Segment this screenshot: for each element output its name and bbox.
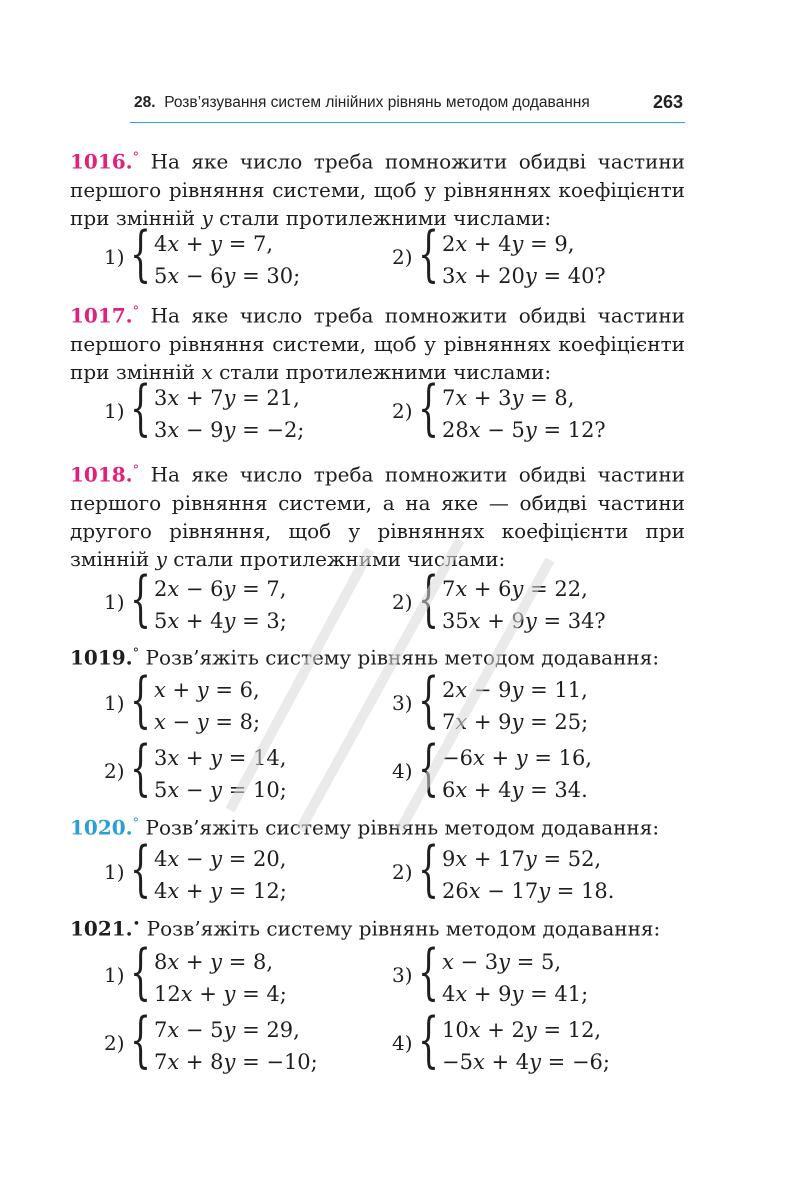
problem-1019 [70, 640, 685, 672]
variable: y [201, 205, 213, 230]
difficulty-mark: ° [132, 463, 140, 478]
problem-1016 [70, 144, 685, 232]
equation: x − y = 8; [154, 710, 261, 734]
equation: 2x − 6y = 7, [154, 577, 287, 601]
brace-icon: { [418, 373, 440, 443]
brace-icon: { [418, 219, 440, 289]
problem-1021 [70, 911, 685, 943]
equation: 8x + y = 8, [154, 950, 274, 974]
equation: 6x + 4y = 34. [442, 778, 588, 802]
brace-icon: { [130, 219, 152, 289]
difficulty-mark: ° [132, 150, 140, 165]
brace-icon: { [130, 1005, 152, 1075]
equation: x − 3y = 5, [442, 950, 562, 974]
equation: 7x + 9y = 25; [442, 710, 589, 734]
equation: 5x − y = 10; [154, 778, 287, 802]
brace-icon: { [130, 937, 152, 1007]
problem-text: 1017.° На яке число треба помножити обидві частини першого рівняння системи, щоб у рівняннях коефіцієнти при змінній x стали протилежними числами: [70, 303, 685, 384]
difficulty-mark: ° [132, 646, 140, 661]
problem-1020 [70, 810, 685, 842]
problem-number: 1016. [70, 149, 133, 174]
equation: 7x + 3y = 8, [442, 386, 575, 410]
brace-icon: { [130, 665, 152, 735]
equation: x + y = 6, [154, 678, 260, 702]
problem-number: 1018. [70, 462, 133, 487]
variable: y [155, 546, 167, 571]
equation: 2x + 4y = 9, [442, 232, 575, 256]
brace-icon: { [418, 834, 440, 904]
equation: 7x − 5y = 29, [154, 1018, 300, 1042]
brace-icon: { [130, 834, 152, 904]
problem-text: 1019.° Розв’яжіть систему рівнянь методом додавання: [70, 645, 660, 670]
problem-1018 [70, 457, 685, 573]
equation: −5x + 4y = −6; [442, 1050, 610, 1074]
section-title [134, 94, 590, 112]
problem-number: 1020. [70, 815, 133, 840]
equation: 26x − 17y = 18. [442, 879, 615, 903]
brace-icon: { [418, 665, 440, 735]
brace-icon: { [130, 564, 152, 634]
brace-icon: { [418, 1005, 440, 1075]
equation: 3x − 9y = −2; [154, 418, 305, 442]
brace-icon: { [418, 564, 440, 634]
equation: 4x + y = 7, [154, 232, 274, 256]
equation: 3x + 7y = 21, [154, 386, 300, 410]
page-number: 263 [652, 92, 683, 112]
equation: 5x − 6y = 30; [154, 264, 301, 288]
page-header [130, 92, 685, 123]
problem-text: 1020.° Розв’яжіть систему рівнянь методом додавання: [70, 815, 660, 840]
equation: 9x + 17y = 52, [442, 847, 602, 871]
brace-icon: { [130, 733, 152, 803]
equation: 10x + 2y = 12, [442, 1018, 602, 1042]
section-number: 28. [134, 94, 156, 111]
difficulty-mark: • [132, 917, 141, 932]
brace-icon: { [418, 937, 440, 1007]
brace-icon: { [130, 373, 152, 443]
problem-number: 1021. [70, 916, 133, 941]
problem-text: 1021.• Розв’яжіть систему рівнянь методом додавання: [70, 916, 661, 941]
problem-number: 1017. [70, 303, 133, 328]
equation: 3x + 20y = 40? [442, 264, 606, 288]
difficulty-mark: ° [132, 304, 140, 319]
equation: 3x + y = 14, [154, 746, 287, 770]
equation: 12x + y = 4; [154, 982, 287, 1006]
equation: 7x + 8y = −10; [154, 1050, 318, 1074]
brace-icon: { [418, 733, 440, 803]
problem-1017 [70, 298, 685, 386]
equation: 28x − 5y = 12? [442, 418, 606, 442]
equation: 4x + y = 12; [154, 879, 287, 903]
equation: 7x + 6y = 22, [442, 577, 588, 601]
variable: x [201, 359, 213, 384]
equation: 35x + 9y = 34? [442, 609, 606, 633]
equation: −6x + y = 16, [442, 746, 592, 770]
equation: 5x + 4y = 3; [154, 609, 287, 633]
equation: 4x − y = 20, [154, 847, 287, 871]
problem-text: 1016.° На яке число треба помножити обидві частини першого рівняння системи, щоб у рівняннях коефіцієнти при змінній y стали протилежними числами: [70, 149, 685, 230]
problem-number: 1019. [70, 645, 133, 670]
equation: 4x + 9y = 41; [442, 982, 589, 1006]
section-title-text: Розв’язування систем лінійних рівнянь методом додавання [164, 94, 590, 111]
equation: 2x − 9y = 11, [442, 678, 588, 702]
difficulty-mark: ° [132, 816, 140, 831]
problem-text: 1018.° На яке число треба помножити обидві частини першого рівняння системи, а на яке — обидві частини другого рівняння, щоб у рівняннях коефіцієнти при змінній y стали протилежними числами: [70, 462, 685, 571]
